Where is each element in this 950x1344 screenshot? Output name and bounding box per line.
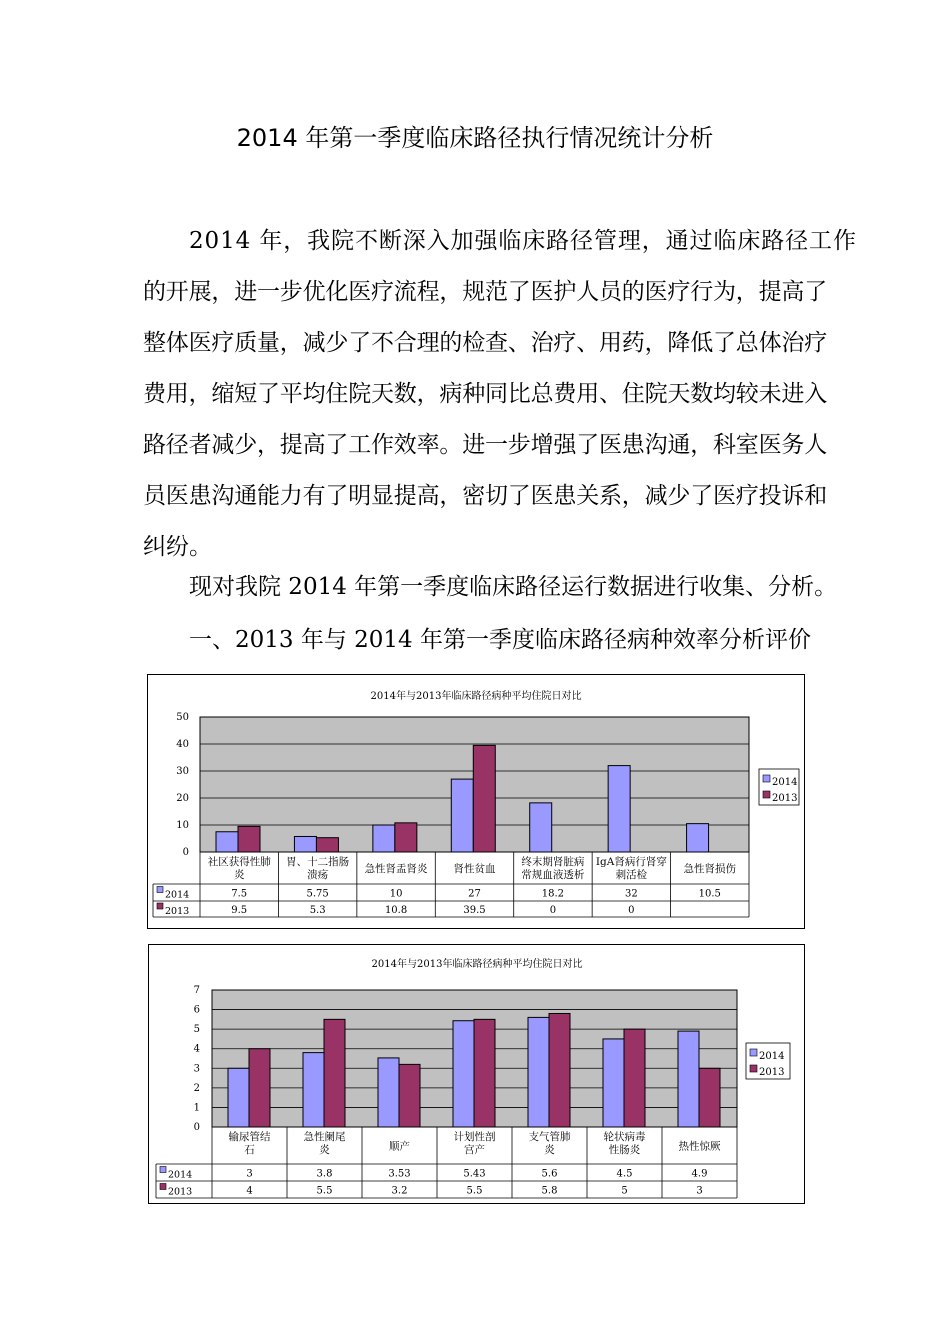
bar-2014-1 [228, 1068, 249, 1127]
table-value-2014: 3 [246, 1168, 253, 1180]
table-value-2014: 10 [389, 888, 403, 900]
paragraph-line: 整体医疗质量，减少了不合理的检查、治疗、用药，降低了总体治疗 [143, 330, 828, 356]
chart-2-svg [149, 945, 804, 1203]
table-series-label: 2013 [168, 1186, 193, 1198]
chart-title: 2014年与2013年临床路径病种平均住院日对比 [370, 691, 582, 702]
category-label: 急性肾损伤 [683, 863, 737, 875]
bar-2013-1 [249, 1049, 270, 1127]
paragraph-line: 现对我院 2014 年第一季度临床路径运行数据进行收集、分析。 [189, 574, 838, 600]
category-label: 溃疡 [307, 869, 329, 881]
table-value-2014: 32 [624, 888, 638, 900]
y-tick-label: 0 [193, 1122, 200, 1133]
paragraph-line: 的开展，进一步优化医疗流程，规范了医护人员的医疗行为，提高了 [143, 279, 828, 305]
bar-2013-3 [395, 823, 417, 852]
category-label: 肾性贫血 [453, 863, 496, 875]
y-tick-label: 40 [176, 739, 189, 750]
category-label: 终末期肾脏病 [521, 856, 585, 868]
y-tick-label: 6 [193, 1004, 200, 1016]
bar-2013-5 [549, 1013, 570, 1127]
table-value-2014: 3.8 [316, 1168, 333, 1180]
table-value-2013: 9.5 [231, 905, 248, 916]
legend-key-2014 [763, 775, 770, 782]
category-label: 支气管肺 [528, 1131, 571, 1143]
bar-2013-1 [238, 826, 260, 852]
table-value-2014: 4.5 [616, 1168, 633, 1180]
bar-2014-4 [451, 779, 473, 852]
table-value-2013: 10.8 [384, 905, 408, 916]
table-value-2013: 5.3 [309, 905, 326, 916]
bar-2014-2 [303, 1053, 324, 1127]
table-value-2013: 5 [621, 1185, 628, 1197]
legend-key-2014 [750, 1049, 757, 1056]
table-value-2013: 39.5 [463, 905, 486, 916]
bar-2014-5 [528, 1017, 549, 1127]
table-value-2014: 18.2 [541, 888, 565, 900]
y-tick-label: 1 [193, 1102, 200, 1114]
table-legend-key-2013 [160, 1184, 166, 1190]
paragraph-line: 路径者减少，提高了工作效率。进一步增强了医患沟通，科室医务人 [143, 432, 828, 458]
bar-2013-7 [699, 1068, 720, 1127]
chart-los-comparison-2 [148, 944, 805, 1204]
heading-line: 一、2013 年与 2014 年第一季度临床路径病种效率分析评价 [189, 627, 811, 653]
bar-2014-1 [216, 832, 238, 852]
legend-key-2013 [763, 791, 770, 798]
table-value-2013: 0 [628, 905, 635, 916]
table-value-2014: 5.43 [463, 1168, 486, 1180]
category-label: 石 [244, 1144, 255, 1156]
y-tick-label: 5 [193, 1024, 200, 1036]
y-tick-label: 50 [176, 712, 189, 723]
bar-2013-2 [316, 838, 338, 852]
table-value-2013: 5.5 [466, 1185, 483, 1197]
bar-2014-6 [603, 1039, 624, 1127]
bar-2014-5 [530, 803, 552, 852]
bar-2014-7 [687, 824, 709, 852]
legend-label: 2014 [772, 777, 798, 788]
category-label: 炎 [544, 1144, 555, 1156]
table-value-2013: 3.2 [391, 1185, 408, 1197]
bar-2013-2 [324, 1019, 345, 1127]
chart-title: 2014年与2013年临床路径病种平均住院日对比 [371, 959, 583, 970]
category-label: 炎 [233, 869, 245, 881]
bar-2014-2 [294, 836, 316, 852]
category-label: 急性阑尾 [303, 1131, 346, 1143]
bar-2014-3 [378, 1058, 399, 1127]
table-series-label: 2013 [165, 906, 190, 917]
chart-los-comparison-1 [147, 674, 805, 929]
table-legend-key-2013 [157, 903, 163, 909]
paragraph-line: 2014 年，我院不断深入加强临床路径管理，通过临床路径工作 [189, 228, 857, 254]
table-value-2014: 27 [468, 888, 481, 900]
legend-label: 2014 [759, 1051, 785, 1062]
category-label: 计划性剖 [453, 1131, 496, 1143]
category-label: 社区获得性肺 [207, 856, 271, 868]
y-tick-label: 20 [176, 793, 189, 804]
document-title: 2014 年第一季度临床路径执行情况统计分析 [236, 124, 714, 152]
bar-2014-3 [373, 825, 395, 852]
table-value-2014: 5.6 [541, 1168, 558, 1180]
bar-2014-6 [608, 766, 630, 852]
y-tick-label: 4 [193, 1043, 200, 1055]
y-tick-label: 0 [182, 847, 189, 858]
bar-2013-3 [399, 1064, 420, 1127]
category-label: 宫产 [464, 1144, 485, 1156]
table-value-2013: 4 [246, 1185, 253, 1197]
category-label: 胃、十二指肠 [286, 856, 350, 868]
category-label: 炎 [319, 1144, 330, 1156]
table-value-2013: 5.8 [541, 1185, 558, 1197]
category-label: 顺产 [389, 1140, 410, 1153]
paragraph-line: 纠纷。 [143, 534, 212, 560]
category-label: 刺活检 [615, 869, 648, 881]
paragraph-line: 员医患沟通能力有了明显提高，密切了医患关系，减少了医疗投诉和 [143, 483, 828, 509]
category-label: 急性肾盂肾炎 [364, 863, 428, 875]
paragraph-line: 费用，缩短了平均住院天数，病种同比总费用、住院天数均较未进入 [143, 381, 828, 407]
table-value-2014: 4.9 [691, 1168, 708, 1180]
category-label: IgA肾病行肾穿 [595, 856, 667, 868]
bar-2014-4 [453, 1021, 474, 1127]
y-tick-label: 10 [176, 820, 189, 831]
table-value-2014: 10.5 [698, 888, 721, 900]
category-label: 性肠炎 [608, 1144, 641, 1156]
legend-label: 2013 [759, 1067, 785, 1078]
y-tick-label: 7 [193, 985, 200, 996]
category-label: 输尿管结 [228, 1131, 271, 1143]
data-collection-paragraph [143, 562, 838, 613]
table-value-2013: 3 [696, 1185, 703, 1197]
legend-key-2013 [750, 1065, 757, 1072]
chart-1-svg [148, 675, 804, 928]
bar-2013-4 [473, 745, 495, 852]
category-label: 常规血液透析 [521, 869, 585, 881]
intro-paragraph [143, 216, 857, 573]
bar-2013-6 [624, 1029, 645, 1127]
y-tick-label: 30 [176, 766, 189, 777]
section-heading-1 [143, 615, 809, 666]
table-value-2014: 7.5 [231, 888, 248, 900]
table-value-2013: 5.5 [316, 1185, 333, 1197]
table-legend-key-2014 [160, 1167, 166, 1173]
table-series-label: 2014 [165, 889, 190, 901]
legend-label: 2013 [772, 793, 798, 804]
table-value-2014: 5.75 [306, 888, 329, 900]
table-value-2013: 0 [549, 905, 557, 916]
category-label: 轮状病毒 [603, 1131, 646, 1143]
y-tick-label: 2 [193, 1082, 200, 1094]
table-value-2014: 3.53 [388, 1168, 411, 1180]
bar-2013-4 [474, 1019, 495, 1127]
table-legend-key-2014 [157, 887, 163, 893]
y-tick-label: 3 [193, 1063, 200, 1075]
bar-2014-7 [678, 1031, 699, 1127]
table-series-label: 2014 [168, 1169, 193, 1181]
category-label: 热性惊厥 [678, 1140, 721, 1153]
